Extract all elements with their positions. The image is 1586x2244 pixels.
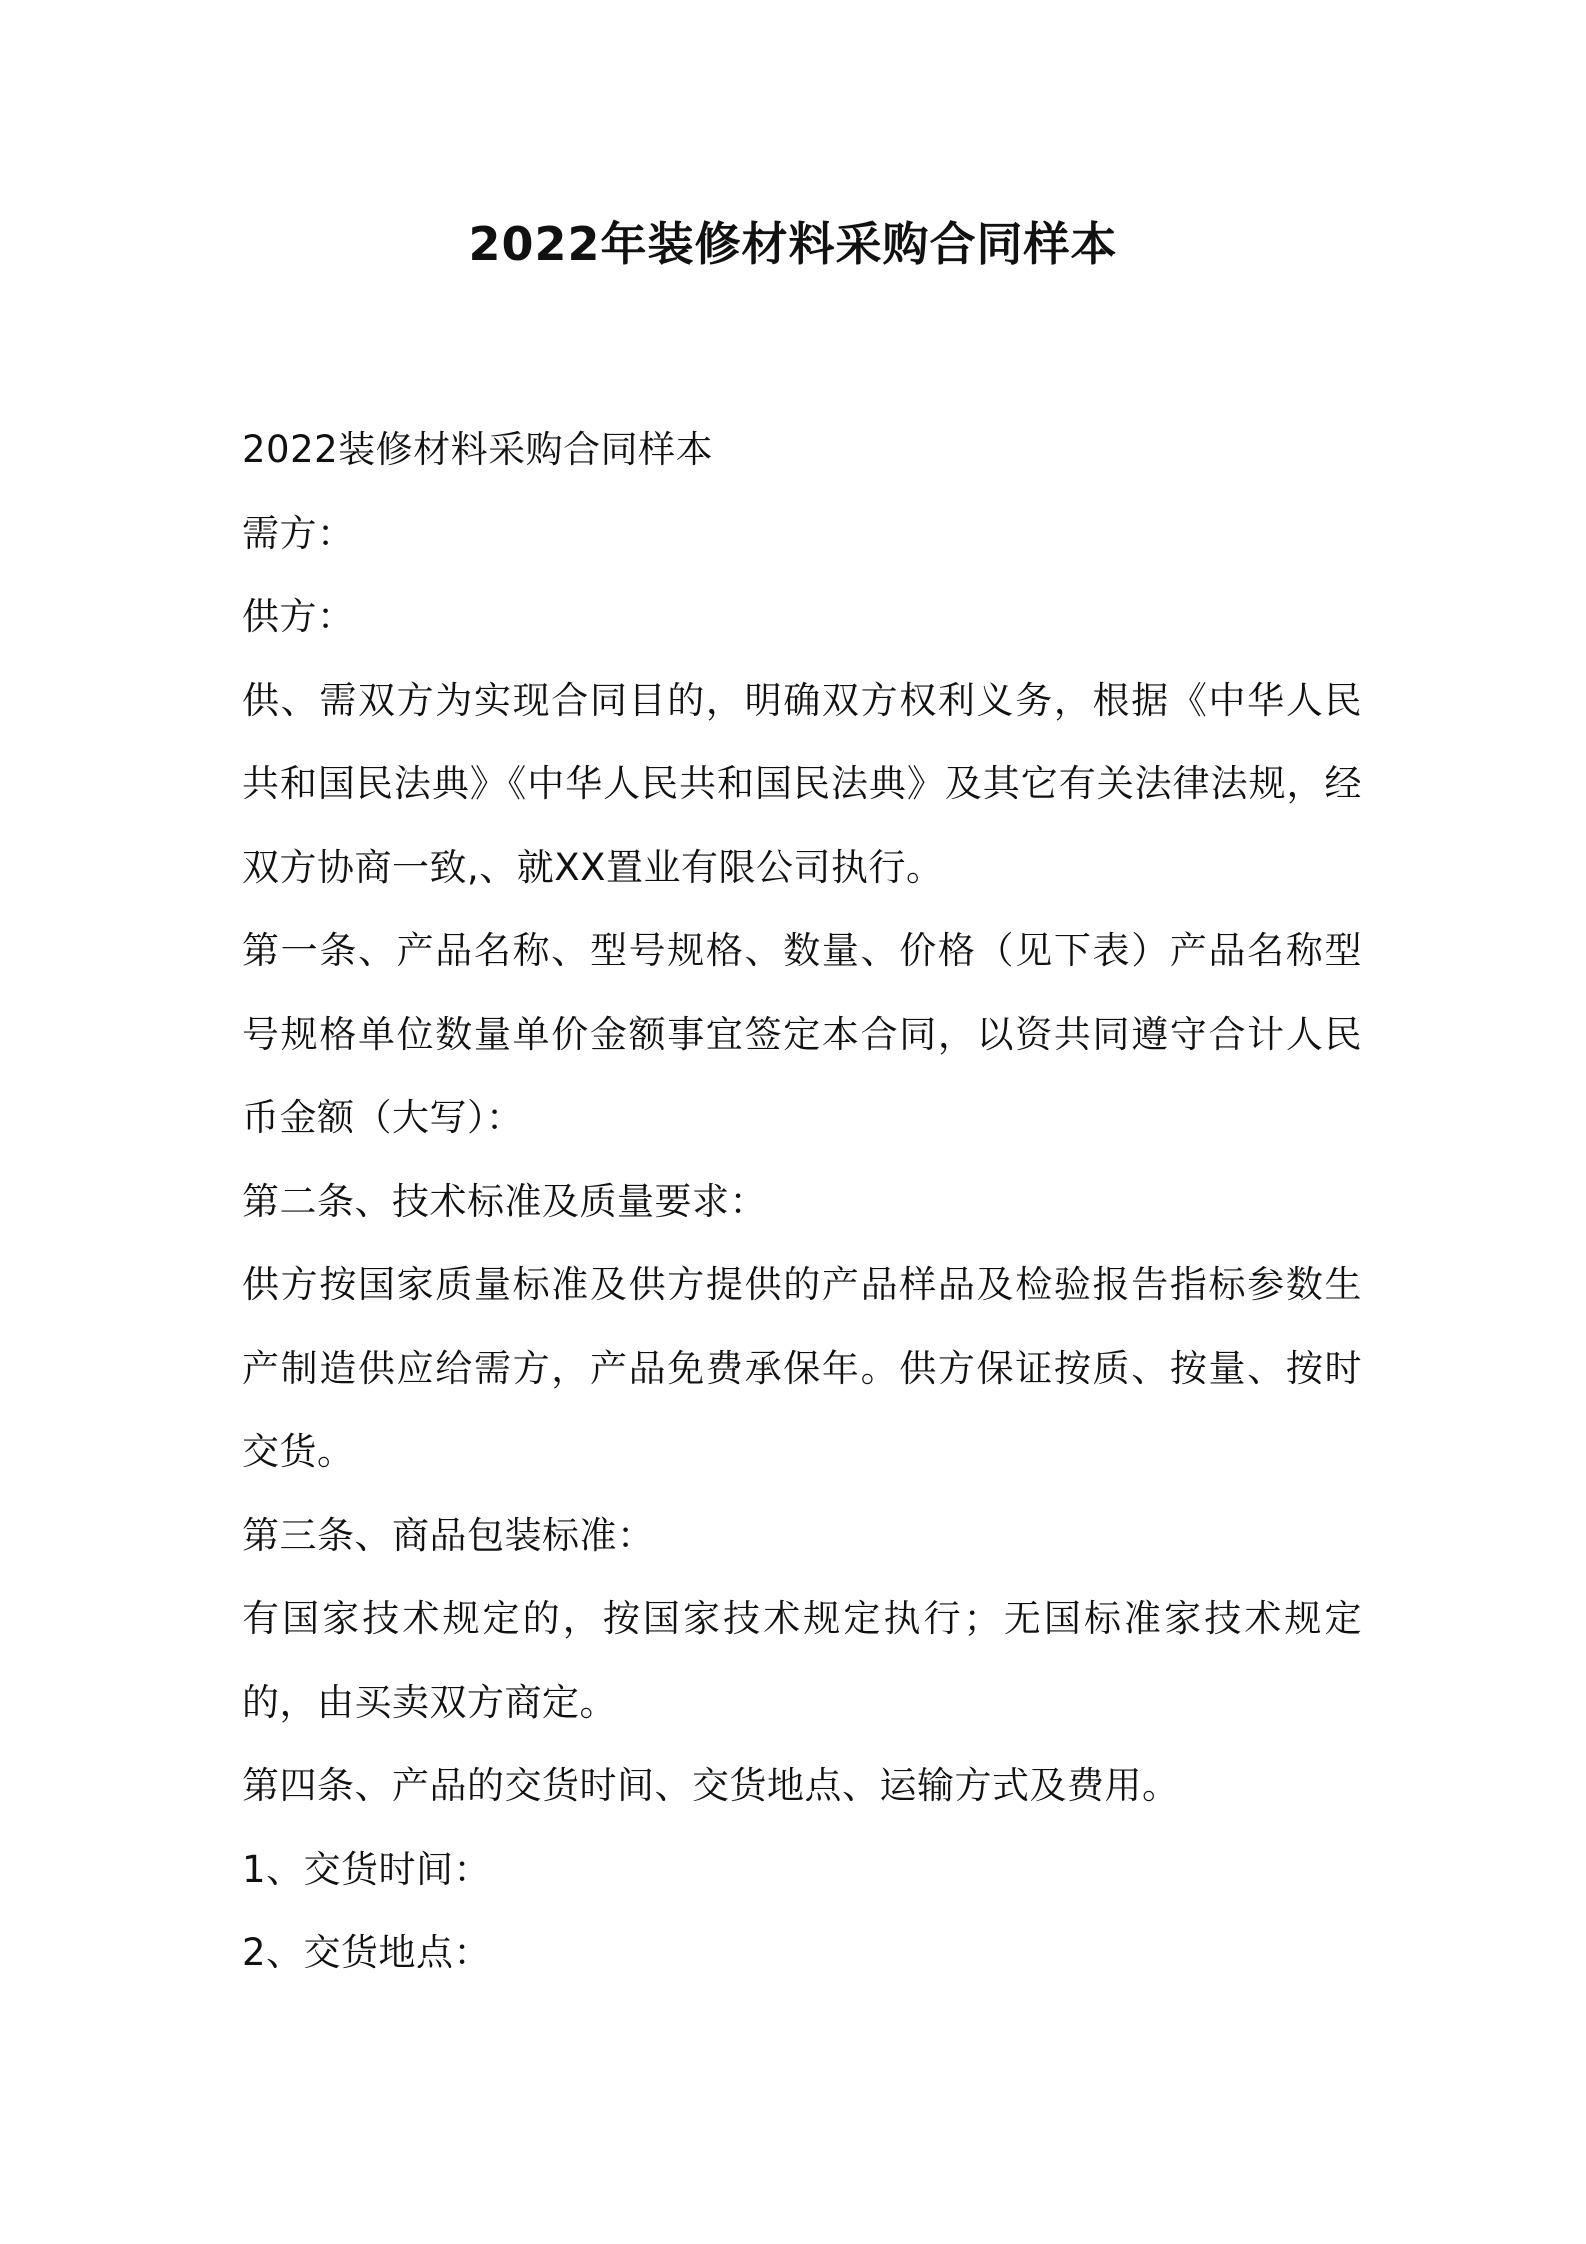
article-3-paragraph: 有国家技术规定的，按国家技术规定执行；无国标准家技术规定的，由买卖双方商定。: [242, 1597, 1362, 1724]
article-3-heading: 第三条、商品包装标准：: [242, 1513, 655, 1557]
subtitle-paragraph: 2022装修材料采购合同样本: [242, 428, 714, 471]
article-1-paragraph: 第一条、产品名称、型号规格、数量、价格（见下表）产品名称型号规格单位数量单价金额事宜签定本合同，以资共同遵守合计人民币金额（大写）：: [242, 929, 1362, 1139]
delivery-location-item: 2、交货地点：: [242, 1931, 492, 1974]
supplier-label: 供方：: [242, 595, 355, 638]
article-4-heading: 第四条、产品的交货时间、交货地点、运输方式及费用。: [242, 1764, 1180, 1807]
preamble-paragraph: 供、需双方为实现合同目的，明确双方权利义务，根据《中华人民共和国民法典》《中华人民共和国民法典》及其它有关法律法规，经双方协商一致,、就XX置业有限公司执行。: [242, 678, 1362, 889]
article-2-paragraph: 供方按国家质量标准及供方提供的产品样品及检验报告指标参数生产制造供应给需方，产品免费承保年。供方保证按质、按量、按时交货。: [242, 1263, 1362, 1473]
document-body: [242, 408, 1362, 1995]
buyer-label: 需方：: [242, 511, 355, 555]
article-2-heading: 第二条、技术标准及质量要求：: [242, 1179, 767, 1223]
delivery-time-item: 1、交货时间：: [242, 1847, 492, 1891]
document-title: 2022年装修材料采购合同样本: [468, 217, 1118, 271]
